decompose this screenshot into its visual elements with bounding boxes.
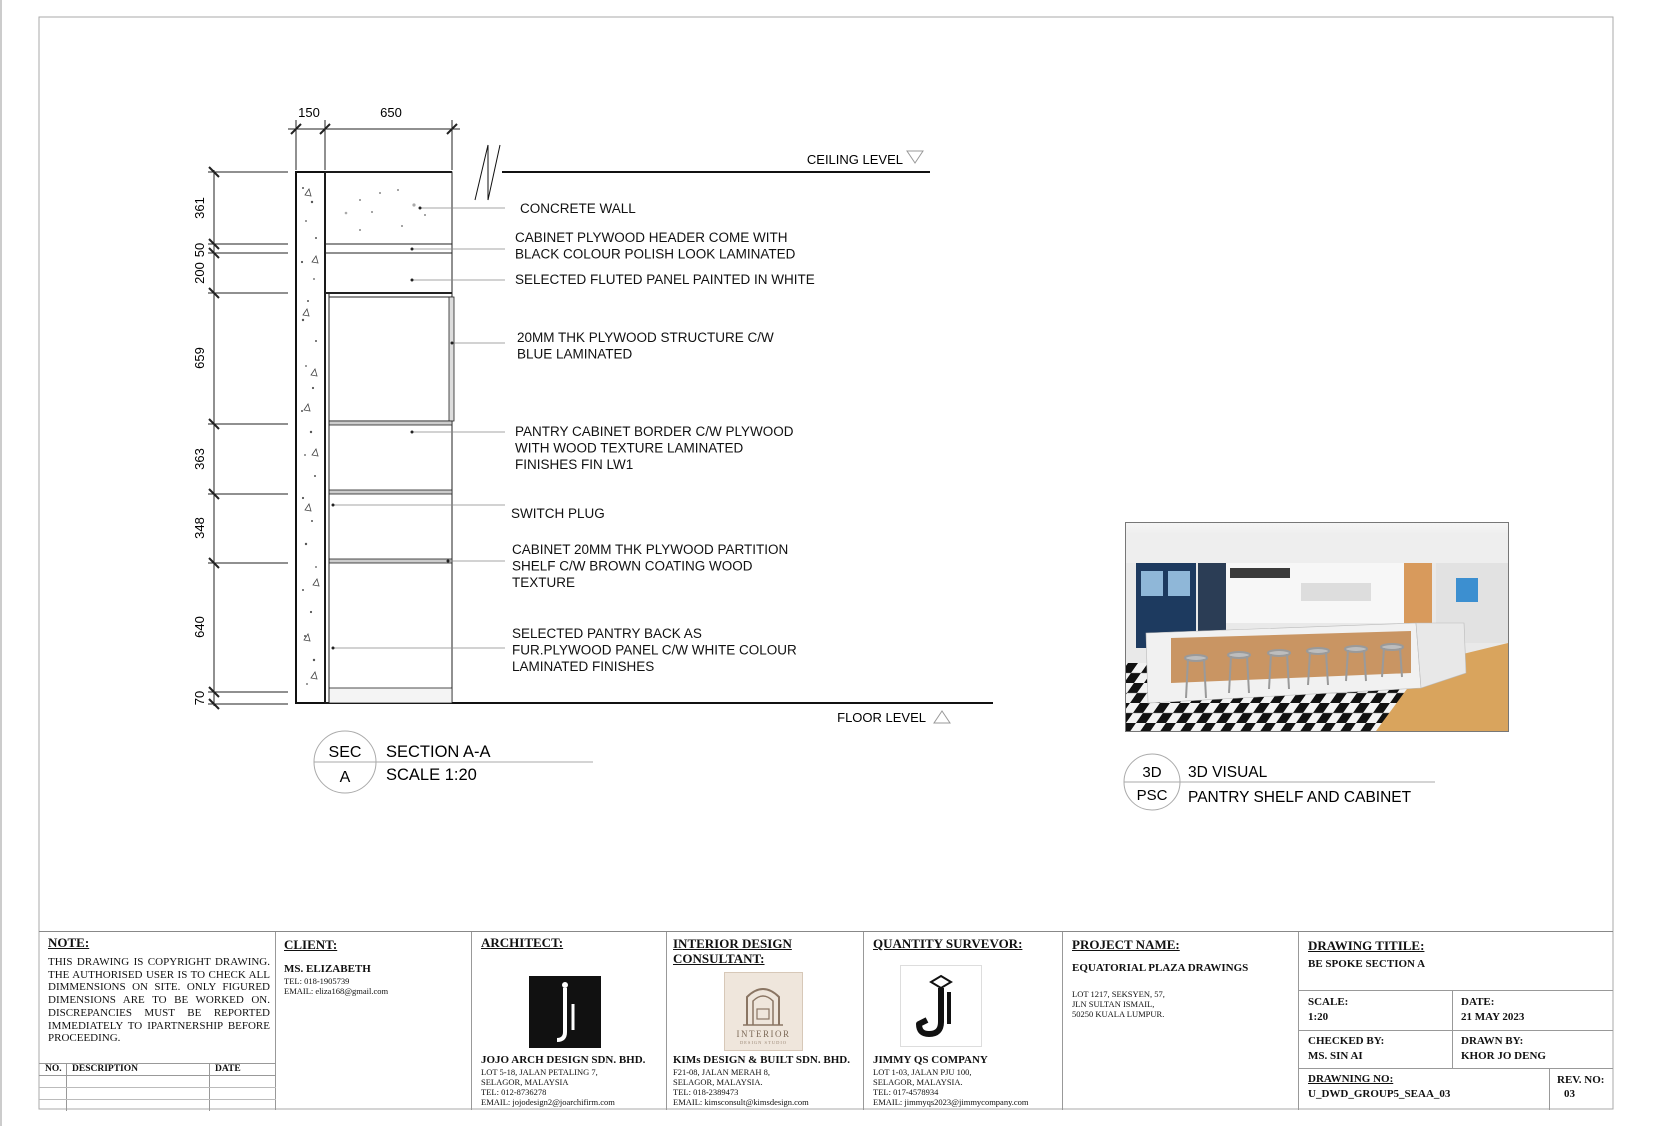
- concrete-wall: [296, 172, 325, 703]
- rev-no-value: 03: [1564, 1088, 1575, 1100]
- id-addr-1: F21-08, JALAN MERAH 8,: [673, 1067, 771, 1077]
- drawing-title-value: BE SPOKE SECTION A: [1308, 958, 1426, 970]
- shelf-2: [329, 490, 452, 494]
- plywood-structure: [329, 297, 451, 421]
- checked-by-value: MS. SIN AI: [1308, 1050, 1363, 1062]
- drawing-no-value: U_DWD_GROUP5_SEAA_03: [1308, 1088, 1451, 1100]
- visual-tag-top: 3D: [1142, 764, 1162, 781]
- id-consultant-cell: [667, 932, 864, 1110]
- note-text: THIS DRAWING IS COPYRIGHT DRAWING. THE AUTHORISED USER IS TO CHECK ALL DIMMENSIONS ON SITE. ONLY FIGURED DIMENSIONS ARE TO BE WORKED ON. DISCREPANCIES MUST BE REPORTED IMMEDIATELY TO IPARTNERSHIP BEFORE PROCEEDING.: [48, 956, 270, 1045]
- visual-tag-bottom: PSC: [1136, 787, 1168, 804]
- side-dimensions: [208, 167, 288, 709]
- annotation-pantry-back: SELECTED PANTRY BACK AS FUR.PLYWOOD PANEL C/W WHITE COLOUR LAMINATED FINISHES: [512, 626, 797, 674]
- project-heading: PROJECT NAME:: [1072, 937, 1180, 952]
- section-tag: [314, 731, 593, 793]
- drawing-title-cell: [1299, 932, 1613, 1110]
- section-tag-bottom: A: [339, 769, 351, 786]
- section-scale: SCALE 1:20: [386, 766, 477, 784]
- leader-dots: [332, 207, 454, 650]
- note-cell: [39, 932, 276, 1110]
- rev-col-no: NO.: [45, 1064, 62, 1074]
- floor-level-label: FLOOR LEVEL: [837, 710, 926, 725]
- qs-addr-1: LOT 1-03, JALAN PJU 100,: [873, 1067, 972, 1077]
- annotation-concrete-wall: CONCRETE WALL: [520, 201, 636, 216]
- id-name: KIMs DESIGN & BUILT SDN. BHD.: [673, 1054, 850, 1066]
- architect-name: JOJO ARCH DESIGN SDN. BHD.: [481, 1054, 646, 1066]
- client-email: EMAIL: eliza168@gmail.com: [284, 986, 389, 996]
- dim-200: 200: [192, 262, 207, 284]
- dim-70: 70: [192, 690, 207, 706]
- dim-659: 659: [192, 347, 207, 369]
- project-cell: [1063, 932, 1299, 1110]
- drawing-title-heading: DRAWING TITILE:: [1308, 938, 1425, 953]
- client-name: MS. ELIZABETH: [284, 963, 371, 975]
- jimmy-qs-logo: [900, 965, 982, 1047]
- qs-cell: [864, 932, 1063, 1110]
- drawn-by-value: KHOR JO DENG: [1461, 1050, 1546, 1062]
- id-tel: TEL: 018-2389473: [673, 1087, 739, 1097]
- drawn-by-label: DRAWN BY:: [1461, 1035, 1524, 1047]
- project-addr-3: 50250 KUALA LUMPUR.: [1072, 1009, 1165, 1019]
- architect-email: EMAIL: jojodesign2@joarchifirm.com: [481, 1097, 615, 1107]
- revision-table: [39, 1063, 276, 1111]
- cabinet-header-concrete: [345, 189, 426, 231]
- id-logo-subtext: DESIGN STUDIO: [739, 1040, 788, 1045]
- drawing-no-label: DRAWNING NO:: [1308, 1073, 1394, 1085]
- id-email: EMAIL: kimsconsult@kimsdesign.com: [673, 1097, 809, 1107]
- rev-col-description: DESCRIPTION: [72, 1064, 138, 1074]
- dim-363: 363: [192, 448, 207, 470]
- top-dimensions: [288, 120, 460, 170]
- plinth: [329, 688, 452, 703]
- date-value: 21 MAY 2023: [1461, 1011, 1525, 1023]
- id-heading-line-1: INTERIOR DESIGN: [673, 936, 792, 951]
- ceiling-level-label: CEILING LEVEL: [806, 152, 903, 167]
- visual-tag: [1124, 754, 1435, 810]
- pantry-3d-render: [1125, 522, 1509, 732]
- project-addr-1: LOT 1217, SEKSYEN, 57,: [1072, 989, 1165, 999]
- dim-640: 640: [192, 616, 207, 638]
- section-title: SECTION A-A: [386, 743, 491, 761]
- qs-tel: TEL: 017-4578934: [873, 1087, 939, 1097]
- qs-heading: QUANTITY SURVEVOR:: [873, 936, 1023, 951]
- architect-addr-2: SELAGOR, MALAYSIA: [481, 1077, 569, 1087]
- qs-name: JIMMY QS COMPANY: [873, 1054, 988, 1066]
- jojo-logo: [529, 976, 601, 1048]
- architect-addr-1: LOT 5-18, JALAN PETALING 7,: [481, 1067, 598, 1077]
- shelf-3: [329, 559, 452, 563]
- project-name: EQUATORIAL PLAZA DRAWINGS: [1072, 962, 1249, 974]
- project-addr-2: JLN SULTAN ISMAIL,: [1072, 999, 1155, 1009]
- architect-tel: TEL: 012-8736278: [481, 1087, 547, 1097]
- annotation-switch-plug: SWITCH PLUG: [511, 506, 605, 521]
- blue-laminate-edge: [449, 297, 454, 421]
- id-logo-text: INTERIOR: [736, 1029, 791, 1039]
- annotation-plywood-structure: 20MM THK PLYWOOD STRUCTURE C/W BLUE LAMINATED: [517, 330, 774, 362]
- annotation-fluted-panel: SELECTED FLUTED PANEL PAINTED IN WHITE: [515, 272, 815, 287]
- id-heading-line-2: CONSULTANT:: [673, 951, 765, 966]
- title-block: [39, 931, 1613, 1110]
- dim-348: 348: [192, 517, 207, 539]
- client-heading: CLIENT:: [284, 937, 338, 952]
- rev-col-date: DATE: [215, 1064, 241, 1074]
- interior-design-logo: [724, 972, 803, 1051]
- annotation-header: CABINET PLYWOOD HEADER COME WITH BLACK COLOUR POLISH LOOK LAMINATED: [515, 230, 796, 262]
- ceiling-level-marker: [907, 151, 923, 163]
- client-cell: [276, 932, 472, 1110]
- rev-no-label: REV. NO:: [1557, 1074, 1605, 1086]
- scale-label: SCALE:: [1308, 996, 1349, 1008]
- floor-level-marker: [934, 711, 950, 723]
- annotation-partition-shelf: CABINET 20MM THK PLYWOOD PARTITION SHELF C/W BROWN COATING WOOD TEXTURE: [512, 542, 789, 590]
- id-addr-2: SELAGOR, MALAYSIA.: [673, 1077, 763, 1087]
- cabinet-outline: [325, 172, 452, 703]
- dim-150: 150: [298, 105, 320, 120]
- architect-heading: ARCHITECT:: [481, 935, 564, 950]
- dim-650: 650: [380, 105, 402, 120]
- scale-value: 1:20: [1308, 1011, 1329, 1023]
- architect-cell: [472, 932, 667, 1110]
- annotation-cabinet-border: PANTRY CABINET BORDER C/W PLYWOOD WITH WOOD TEXTURE LAMINATED FINISHES FIN LW1: [515, 424, 794, 472]
- qs-email: EMAIL: jimmyqs2023@jimmycompany.com: [873, 1097, 1029, 1107]
- note-heading: NOTE:: [48, 935, 90, 950]
- visual-subtitle: PANTRY SHELF AND CABINET: [1188, 789, 1412, 806]
- checked-by-label: CHECKED BY:: [1308, 1035, 1385, 1047]
- client-tel: TEL: 018-1905739: [284, 976, 350, 986]
- visual-title: 3D VISUAL: [1188, 764, 1268, 781]
- dim-50: 50: [192, 242, 207, 258]
- qs-addr-2: SELAGOR, MALAYSIA.: [873, 1077, 963, 1087]
- dim-361: 361: [192, 197, 207, 219]
- leader-lines: [333, 208, 505, 648]
- shelf-1: [329, 421, 452, 425]
- section-tag-top: SEC: [328, 744, 362, 761]
- date-label: DATE:: [1461, 996, 1495, 1008]
